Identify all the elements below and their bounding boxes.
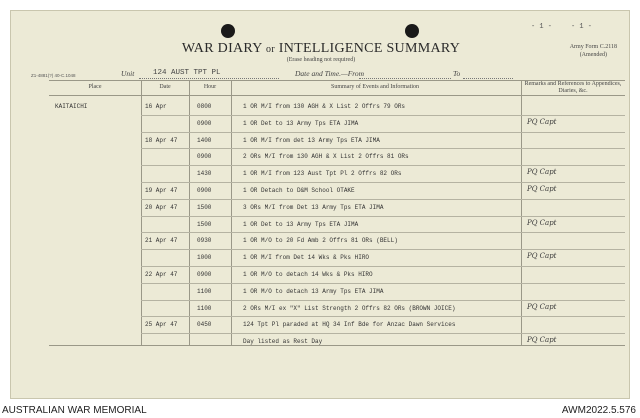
row-summary: 2 ORs M/I ex "X" List Strength 2 Offrs 82 ORs (BROWN JOICE)	[243, 304, 456, 312]
row-rule	[141, 199, 625, 200]
row-hour: 1500	[197, 203, 212, 211]
col-divider-hour	[189, 80, 190, 345]
row-place: KAITAICHI	[55, 103, 88, 110]
row-summary: 1 OR Det to 13 Army Tps ETA JIMA	[243, 220, 359, 228]
title-part1: WAR DIARY	[181, 41, 263, 56]
date-time-label: Date and Time.—From	[295, 69, 365, 78]
army-form-line2: (Amended)	[579, 52, 608, 58]
to-underline	[463, 78, 513, 79]
row-rule	[141, 316, 625, 317]
row-rule	[141, 266, 625, 267]
to-label: To	[453, 69, 461, 78]
table-bottom-rule	[49, 345, 625, 346]
row-summary: Day listed as Rest Day	[243, 338, 323, 346]
row-summary: 1 OR M/I from det 13 Army Tps ETA JIMA	[243, 136, 380, 144]
row-hour: 1400	[197, 136, 212, 144]
col-header-date: Date	[159, 84, 171, 90]
row-date: 21 Apr 47	[145, 237, 178, 245]
row-hour: 1000	[197, 254, 212, 262]
row-hour: 0450	[197, 321, 212, 329]
row-hour: 0900	[197, 119, 212, 127]
row-rule	[141, 182, 625, 183]
remarks-signature: PQ Capt	[527, 302, 557, 311]
remarks-signature: PQ Capt	[527, 218, 557, 227]
row-rule	[141, 300, 625, 301]
row-hour: 0900	[197, 271, 212, 278]
row-hour: 1430	[197, 170, 212, 178]
row-rule	[141, 333, 625, 334]
row-hour: 1100	[197, 304, 212, 312]
row-hour: 1100	[197, 287, 212, 295]
row-date: 16 Apr	[145, 103, 167, 110]
from-underline	[359, 78, 451, 79]
row-date: 22 Apr 47	[145, 271, 178, 278]
tick-mark: - 1 -	[571, 23, 593, 31]
row-date: 20 Apr 47	[145, 203, 178, 211]
unit-value: 124 AUST TPT PL	[153, 69, 221, 77]
row-summary: 1 OR Detach to D&M School OTAKE	[243, 187, 355, 194]
row-hour: 1500	[197, 220, 212, 228]
row-date: 19 Apr 47	[145, 187, 178, 194]
unit-underline	[139, 78, 279, 79]
row-rule	[141, 132, 625, 133]
col-header-hour: Hour	[203, 84, 217, 90]
army-form-label	[570, 43, 617, 59]
page-subtitle: (Erase heading not required)	[286, 57, 356, 63]
row-rule	[141, 148, 625, 149]
row-summary: 1 OR Det to 13 Army Tps ETA JIMA	[243, 119, 359, 127]
row-rule	[141, 165, 625, 166]
row-summary: 1 OR M/O to 20 Fd Amb 2 Offrs 81 ORs (BELL)	[243, 237, 398, 245]
col-header-summary: Summary of Events and Information	[331, 84, 419, 90]
footer-accession: AWM2022.5.576	[561, 405, 636, 416]
col-header-remarks: Remarks and References to Appendices, Diaries, &c.	[524, 81, 622, 94]
page-title	[11, 41, 630, 57]
remarks-signature: PQ Capt	[527, 252, 557, 261]
col-divider-summary	[231, 80, 232, 345]
title-part2: INTELLIGENCE SUMMARY	[278, 41, 461, 56]
col-header-place: Place	[88, 84, 102, 90]
row-summary: 124 Tpt Pl paraded at HQ 34 Inf Bde for Anzac Dawn Services	[243, 321, 456, 329]
remarks-signature: PQ Capt	[527, 185, 557, 193]
row-summary: 1 OR M/O to detach 14 Wks & Pks HIRO	[243, 271, 373, 278]
row-date: 25 Apr 47	[145, 321, 178, 329]
row-summary: 1 OR M/I from Det 14 Wks & Pks HIRO	[243, 254, 370, 262]
form-reference: Z1-4881(?) 40-C.1048	[31, 73, 76, 78]
remarks-signature: PQ Capt	[527, 336, 557, 345]
col-divider-date	[141, 80, 142, 345]
remarks-signature: PQ Capt	[527, 168, 557, 177]
row-summary: 1 OR M/I from 130 AGH & X List 2 Offrs 79 ORs	[243, 103, 406, 110]
army-form-line1: Army Form C.2118	[569, 44, 617, 50]
row-summary: 3 ORs M/I from Det 13 Army Tps ETA JIMA	[243, 203, 384, 211]
row-rule	[141, 115, 625, 116]
footer-credit: AUSTRALIAN WAR MEMORIAL	[2, 405, 147, 416]
unit-label: Unit	[121, 69, 135, 78]
row-rule	[141, 232, 625, 233]
punch-hole-left	[221, 24, 235, 38]
row-rule	[141, 216, 625, 217]
row-date: 18 Apr 47	[145, 136, 178, 144]
row-rule	[141, 283, 625, 284]
table-top-rule	[49, 80, 625, 81]
row-rule	[141, 249, 625, 250]
row-hour: 0900	[197, 153, 212, 161]
diary-sheet	[10, 10, 630, 399]
row-hour: 0930	[197, 237, 212, 245]
row-hour: 0900	[197, 187, 212, 194]
remarks-signature: PQ Capt	[527, 117, 557, 126]
row-summary: 2 ORs M/I from 130 AGH & X List 2 Offrs 81 ORs	[243, 153, 409, 161]
row-summary: 1 OR M/O to detach 13 Army Tps ETA JIMA	[243, 287, 384, 295]
row-hour: 0800	[197, 103, 212, 110]
table-header-rule	[49, 95, 625, 96]
col-divider-remarks	[521, 80, 522, 345]
title-or: or	[266, 44, 275, 55]
row-summary: 1 OR M/I from 123 Aust Tpt Pl 2 Offrs 82 ORs	[243, 170, 402, 178]
punch-hole-right	[405, 24, 419, 38]
tick-mark: - 1 -	[531, 23, 553, 31]
